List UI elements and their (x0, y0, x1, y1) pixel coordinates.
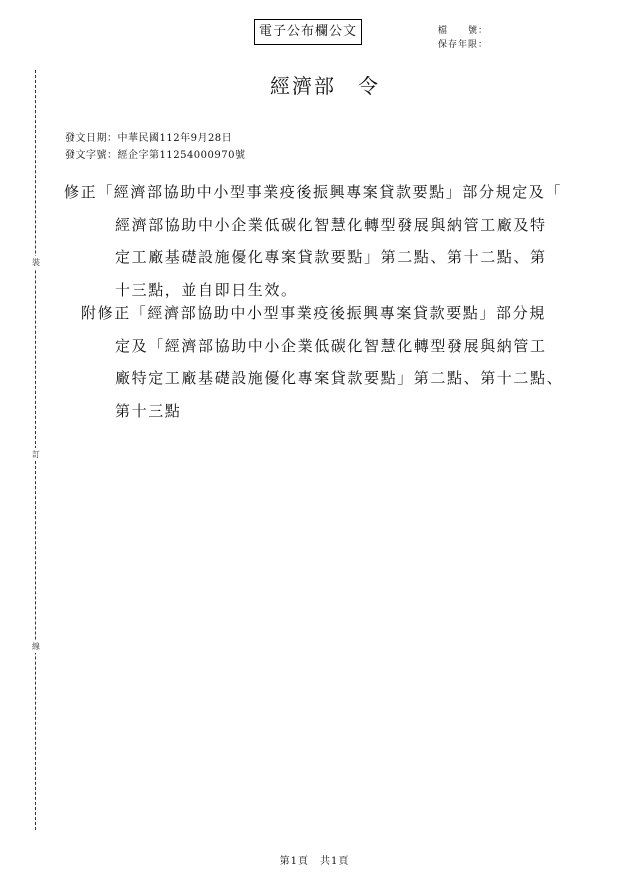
bulletin-title-box: 電子公布欄公文 (254, 19, 362, 45)
main-paragraph-line: 十三點，並自即日生效。 (115, 280, 298, 299)
retention-period-label: 保存年限： (438, 40, 489, 50)
main-paragraph-line: 定工廠基礎設施優化專案貸款要點」第二點、第十二點、第 (115, 248, 547, 266)
issue-date: 發文日期：中華民國112年9月28日 (65, 133, 233, 144)
document-title: 經濟部 令 (270, 74, 380, 98)
attachment-paragraph (81, 297, 581, 427)
main-paragraph-line: 經濟部協助中小企業低碳化智慧化轉型發展與納管工廠及特 (115, 215, 547, 234)
archive-number-label: 檔 號： (438, 26, 489, 36)
binding-mark-zhuang: 裝 (32, 258, 40, 267)
main-paragraph-line: 修正「經濟部協助中小型事業疫後振興專案貸款要點」部分規定及「 (64, 183, 563, 201)
attachment-paragraph-line: 第十三點 (115, 401, 182, 420)
page-footer: 第1頁 共1頁 (279, 856, 350, 867)
attachment-paragraph-line: 廠特定工廠基礎設施優化專案貸款要點」第二點、第十二點、 (115, 369, 564, 387)
attachment-paragraph-line: 附修正「經濟部協助中小型事業疫後振興專案貸款要點」部分規 (81, 304, 546, 322)
binding-mark-ding: 訂 (32, 450, 40, 459)
binding-mark-xian: 線 (32, 642, 40, 651)
main-paragraph (64, 176, 584, 306)
attachment-paragraph-line: 定及「經濟部協助中小企業低碳化智慧化轉型發展與納管工 (115, 336, 547, 355)
issue-number: 發文字號：經企字第11254000970號 (65, 150, 246, 161)
